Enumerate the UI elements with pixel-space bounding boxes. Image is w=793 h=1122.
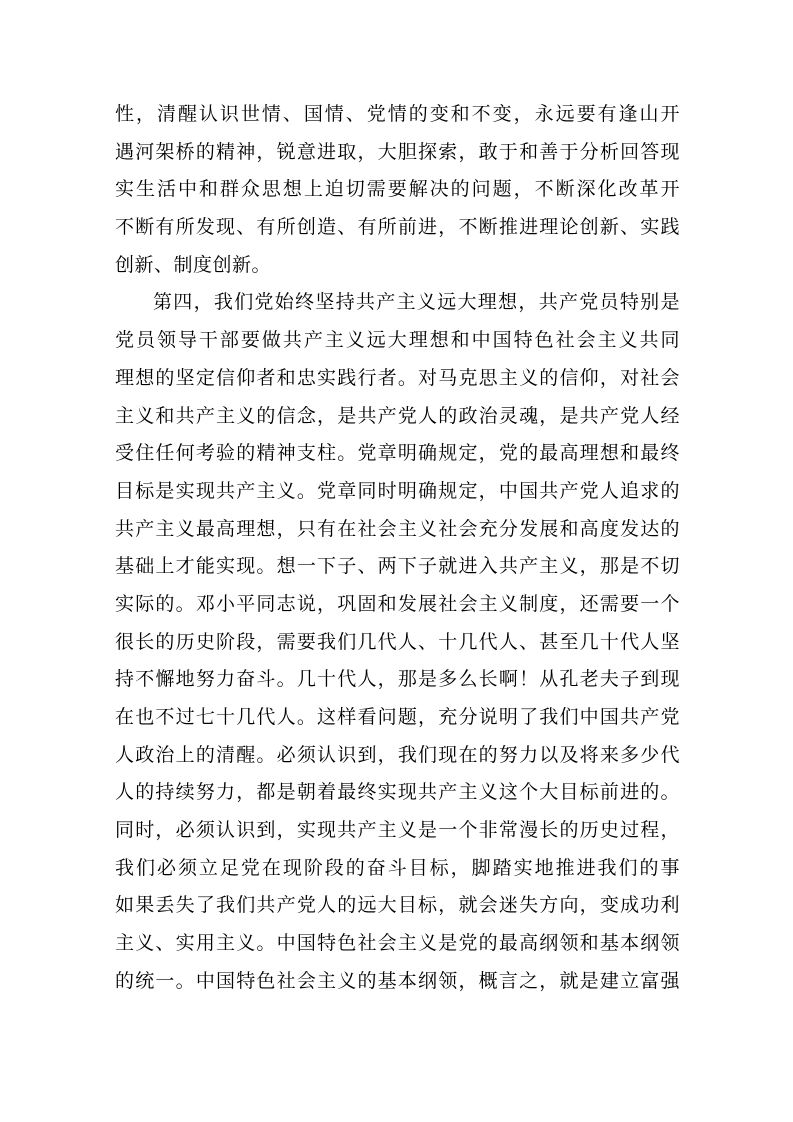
text-line: 第四，我们党始终坚持共产主义远大理想，共产党员特别是 (153, 292, 680, 314)
text-line: 很长的历史阶段，需要我们几代人、十几代人、甚至几十代人坚 (115, 631, 680, 653)
text-line: 理想的坚定信仰者和忠实践行者。对马克思主义的信仰，对社会 (115, 367, 680, 389)
text-line: 主义、实用主义。中国特色社会主义是党的最高纲领和基本纲领 (115, 933, 680, 955)
text-line: 如果丢失了我们共产党人的远大目标，就会迷失方向，变成功利 (115, 895, 680, 917)
text-line: 持不懈地努力奋斗。几十代人，那是多么长啊！从孔老夫子到现 (115, 669, 680, 691)
text-line: 不断有所发现、有所创造、有所前进，不断推进理论创新、实践 (115, 217, 680, 239)
text-line: 在也不过七十几代人。这样看问题，充分说明了我们中国共产党 (115, 707, 680, 728)
text-line: 人政治上的清醒。必须认识到，我们现在的努力以及将来多少代 (115, 744, 680, 766)
text-line: 同时，必须认识到，实现共产主义是一个非常漫长的历史过程， (115, 820, 680, 842)
text-line: 目标是实现共产主义。党章同时明确规定，中国共产党人追求的 (115, 480, 680, 502)
text-line: 实际的。邓小平同志说，巩固和发展社会主义制度，还需要一个 (115, 593, 680, 615)
text-line: 人的持续努力，都是朝着最终实现共产主义这个大目标前进的。 (115, 782, 680, 804)
text-line: 实生活中和群众思想上迫切需要解决的问题，不断深化改革开 (115, 179, 680, 201)
text-line: 我们必须立足党在现阶段的奋斗目标，脚踏实地推进我们的事 (115, 857, 680, 879)
text-line: 的统一。中国特色社会主义的基本纲领，概言之，就是建立富强 (115, 970, 680, 992)
document-body-text (115, 96, 680, 1001)
text-line: 性，清醒认识世情、国情、党情的变和不变，永远要有逢山开 (115, 104, 680, 125)
text-line: 基础上才能实现。想一下子、两下子就进入共产主义，那是不切 (115, 556, 680, 578)
text-line: 主义和共产主义的信念，是共产党人的政治灵魂，是共产党人经 (115, 405, 680, 427)
text-line: 受住任何考验的精神支柱。党章明确规定，党的最高理想和最终 (115, 443, 680, 465)
paragraph (115, 284, 680, 1000)
text-line: 遇河架桥的精神，锐意进取，大胆探索，敢于和善于分析回答现 (115, 141, 680, 163)
paragraph (115, 96, 680, 284)
text-line: 创新、制度创新。 (115, 254, 272, 276)
text-line: 党员领导干部要做共产主义远大理想和中国特色社会主义共同 (115, 330, 680, 352)
text-line: 共产主义最高理想，只有在社会主义社会充分发展和高度发达的 (115, 518, 680, 540)
